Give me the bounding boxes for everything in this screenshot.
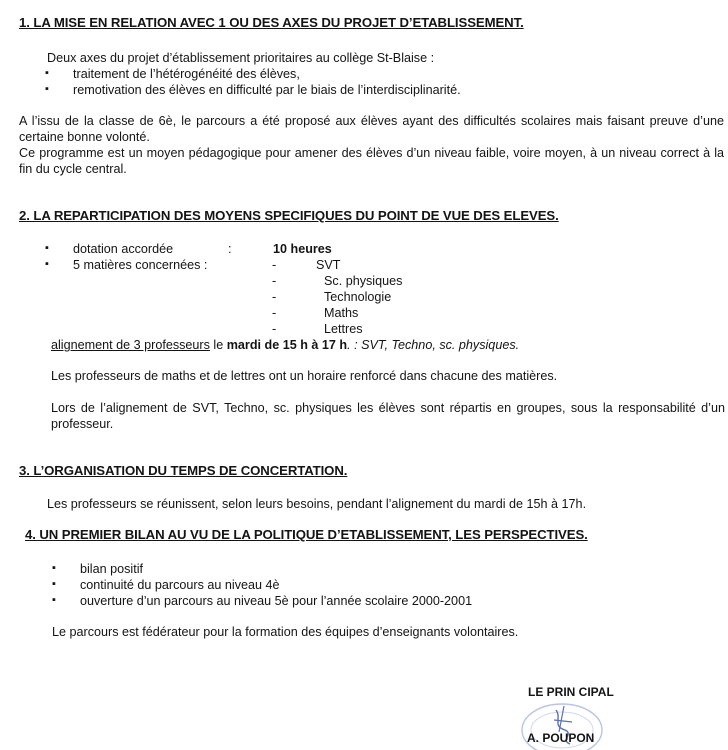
alignement-le: le: [213, 338, 224, 352]
subject-item: Lettres: [324, 322, 363, 336]
section-1-bullet: ▪ remotivation des élèves en difficulté par le biais de l’interdisciplinarité.: [73, 83, 461, 99]
dotation-label: ▪ dotation accordée: [73, 242, 173, 258]
section-4-bullet: ▪ continuité du parcours au niveau 4è: [80, 578, 280, 594]
section-2-heading: 2. LA REPARTICIPATION DES MOYENS SPECIFIQUES DU POINT DE VUE DES ELEVES.: [19, 208, 559, 223]
section-2-paragraph: Lors de l’alignement de SVT, Techno, sc. physiques les élèves sont répartis en groupes, sous la responsabilité d’un professeur.: [51, 401, 725, 431]
section-2-paragraph: Les professeurs de maths et de lettres ont un horaire renforcé dans chacune des matières.: [51, 369, 558, 383]
section-4-closing: Le parcours est fédérateur pour la formation des équipes d’enseignants volontaires.: [52, 625, 519, 639]
alignement-time: mardi de 15 h à 17 h: [226, 338, 348, 352]
subject-item: Maths: [324, 306, 359, 320]
subject-dash: -: [272, 322, 277, 336]
matieres-label: ▪ 5 matières concernées :: [73, 258, 207, 274]
alignement-line: [51, 338, 519, 354]
section-4-heading: 4. UN PREMIER BILAN AU VU DE LA POLITIQUE D’ETABLISSEMENT, LES PERSPECTIVES.: [25, 527, 588, 542]
section-1-paragraph: Ce programme est un moyen pédagogique pour amener des élèves d’un niveau faible, voire moyen, à un niveau correct à la fin du cycle central.: [19, 146, 724, 176]
subject-item: Technologie: [324, 290, 392, 304]
section-4-bullet: ▪ bilan positif: [80, 562, 143, 578]
subject-item: Sc. physiques: [324, 274, 403, 288]
subject-dash: -: [272, 306, 277, 320]
section-1-intro: Deux axes du projet d’établissement prioritaires au collège St-Blaise :: [47, 51, 435, 65]
section-4-bullet: ▪ ouverture d’un parcours au niveau 5è pour l’année scolaire 2000-2001: [80, 594, 472, 610]
section-1-paragraph: A l’issu de la classe de 6è, le parcours a été proposé aux élèves ayant des difficultés scolaires mais faisant preuve d’une certaine bonne volonté.: [19, 114, 724, 144]
section-3-text: Les professeurs se réunissent, selon leurs besoins, pendant l’alignement du mardi de 15h à 17h.: [47, 497, 587, 511]
subject-dash: -: [272, 290, 277, 304]
section-1-bullet: ▪ traitement de l’hétérogénéité des élèves,: [73, 67, 300, 83]
dotation-value: 10 heures: [273, 242, 332, 256]
signature-name: A. POUPON: [527, 731, 595, 745]
subject-item: SVT: [316, 258, 341, 272]
subject-dash: -: [272, 258, 277, 272]
alignement-subjects: . : SVT, Techno, sc. physiques.: [347, 338, 520, 352]
section-3-heading: 3. L’ORGANISATION DU TEMPS DE CONCERTATION.: [19, 463, 348, 478]
colon: :: [228, 242, 232, 256]
alignement-underlined: alignement de 3 professeurs: [51, 338, 210, 352]
section-1-heading: 1. LA MISE EN RELATION AVEC 1 OU DES AXES DU PROJET D’ETABLISSEMENT.: [19, 15, 524, 30]
signature-title: LE PRIN CIPAL: [528, 685, 614, 699]
subject-dash: -: [272, 274, 277, 288]
